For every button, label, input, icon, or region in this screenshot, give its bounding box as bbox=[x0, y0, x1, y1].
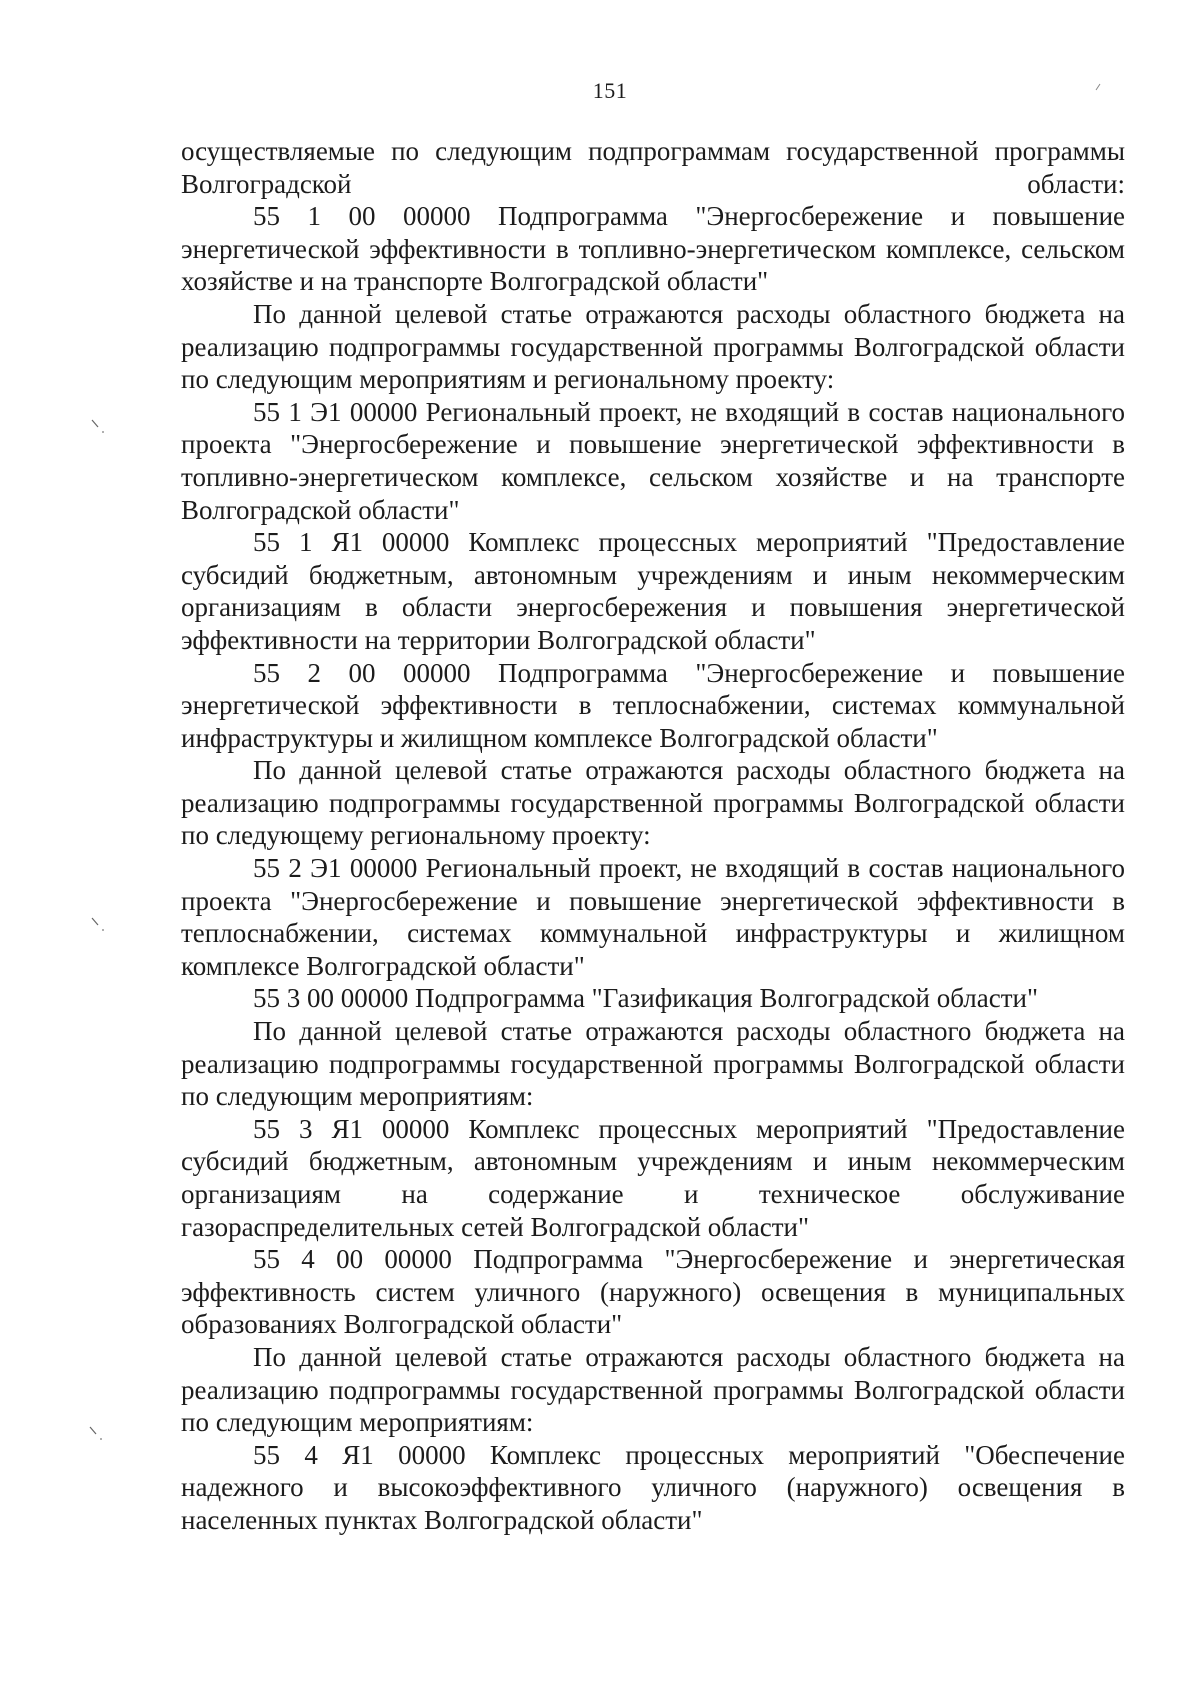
scan-artifact-mark bbox=[1092, 80, 1110, 98]
paragraph-subprogram-55-4: 55 4 00 00000 Подпрограмма "Энергосбережение и энергетическая эффективность систем уличного (наружного) освещения в муниципальных образованиях Волгоградской области" bbox=[181, 1244, 1125, 1340]
paragraph-subprogram-55-3: 55 3 00 00000 Подпрограмма "Газификация Волгоградской области" bbox=[253, 983, 1038, 1014]
paragraph-intro: осуществляемые по следующим подпрограммам государственной программы Волгоградской области: bbox=[181, 136, 1125, 199]
paragraph-subprogram-55-1: 55 1 00 00000 Подпрограмма "Энергосбережение и повышение энергетической эффективности в топливно-энергетическом комплексе, сельском хозяйстве и на транспорте Волгоградской области" bbox=[181, 201, 1125, 297]
paragraph-process-complex-55-3-ya1: 55 3 Я1 00000 Комплекс процессных мероприятий "Предоставление субсидий бюджетным, автономным учреждениям и иным некоммерческим организациям на содержание и техническое обслуживание газораспределительных сетей Волгоградской области" bbox=[181, 1113, 1125, 1242]
paragraph-process-complex-55-4-ya1: 55 4 Я1 00000 Комплекс процессных мероприятий "Обеспечение надежного и высокоэффективного уличного (наружного) освещения в населенных пунктах Волгоградской области" bbox=[181, 1439, 1125, 1535]
page-number: 151 bbox=[592, 78, 628, 103]
paragraph-expenses-55-1: По данной целевой статье отражаются расходы областного бюджета на реализацию подпрограммы государственной программы Волгоградской области по следующим мероприятиям и региональному проекту: bbox=[181, 298, 1125, 395]
scan-artifact-mark bbox=[90, 418, 108, 436]
scan-artifact-mark bbox=[88, 1425, 106, 1443]
paragraph-expenses-55-3: По данной целевой статье отражаются расходы областного бюджета на реализацию подпрограммы государственной программы Волгоградской области по следующим мероприятиям: bbox=[181, 1016, 1125, 1112]
paragraph-regional-project-55-1-e1: 55 1 Э1 00000 Региональный проект, не входящий в состав национального проекта "Энергосбережение и повышение энергетической эффективности в топливно-энергетическом комплексе, сельском хозяйстве и на транспорте Волгоградской области" bbox=[181, 396, 1125, 525]
paragraph-process-complex-55-1-ya1: 55 1 Я1 00000 Комплекс процессных мероприятий "Предоставление субсидий бюджетным, автономным учреждениям и иным некоммерческим организациям в области энергосбережения и повышения энергетической эффективности на территории Волгоградской области" bbox=[181, 527, 1125, 655]
paragraph-regional-project-55-2-e1: 55 2 Э1 00000 Региональный проект, не входящий в состав национального проекта "Энергосбережение и повышение энергетической эффективности в теплоснабжении, системах коммунальной инфраструктуры и жилищном комплексе Волгоградской области" bbox=[181, 853, 1125, 981]
scan-artifact-mark bbox=[90, 916, 108, 934]
paragraph-expenses-55-2: По данной целевой статье отражаются расходы областного бюджета на реализацию подпрограммы государственной программы Волгоградской области по следующему региональному проекту: bbox=[181, 755, 1125, 851]
paragraph-subprogram-55-2: 55 2 00 00000 Подпрограмма "Энергосбережение и повышение энергетической эффективности в теплоснабжении, системах коммунальной инфраструктуры и жилищном комплексе Волгоградской области" bbox=[181, 657, 1125, 753]
paragraph-expenses-55-4: По данной целевой статье отражаются расходы областного бюджета на реализацию подпрограммы государственной программы Волгоградской области по следующим мероприятиям: bbox=[181, 1341, 1125, 1438]
document-body bbox=[181, 135, 1125, 1537]
